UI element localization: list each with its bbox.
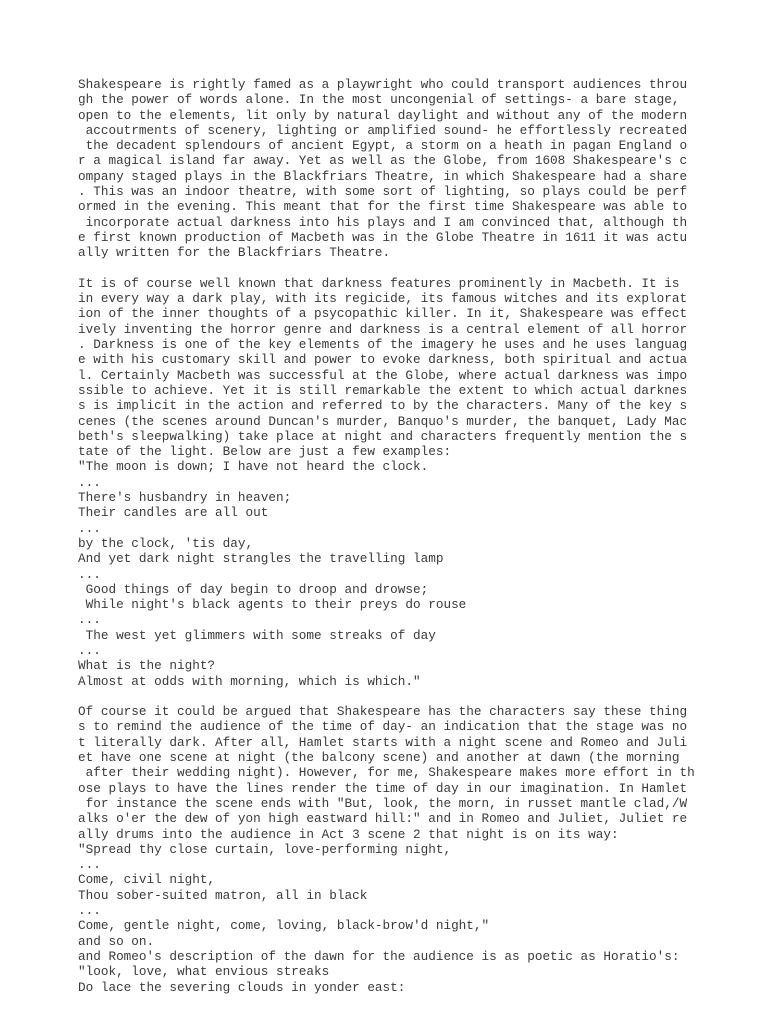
text-line: While night's black agents to their preys do rouse	[78, 597, 467, 613]
text-line: "Spread thy close curtain, love-performing night,	[78, 841, 452, 857]
text-line: ...	[78, 642, 101, 658]
text-line: ion of the inner thoughts of a psycopathic killer. In it, Shakespeare was effect	[78, 306, 688, 322]
text-line: and so on.	[78, 933, 155, 949]
text-line: t literally dark. After all, Hamlet starts with a night scene and Romeo and Juli	[78, 734, 688, 750]
text-line: cenes (the scenes around Duncan's murder, Banquo's murder, the banquet, Lady Mac	[78, 413, 688, 429]
text-line: ...	[78, 857, 101, 873]
text-line: in every way a dark play, with its regicide, its famous witches and its explorat	[78, 291, 688, 307]
text-line: What is the night?	[78, 658, 216, 674]
paragraph	[78, 704, 758, 995]
text-line: et have one scene at night (the balcony scene) and another at dawn (the morning	[78, 750, 680, 766]
paragraph-gap	[78, 689, 758, 704]
text-line: ...	[78, 612, 101, 628]
text-line: l. Certainly Macbeth was successful at the Globe, where actual darkness was impo	[78, 367, 688, 383]
text-line: "look, love, what envious streaks	[78, 964, 330, 980]
text-line: ally drums into the audience in Act 3 scene 2 that night is on its way:	[78, 826, 619, 842]
text-line: r a magical island far away. Yet as well as the Globe, from 1608 Shakespeare's c	[78, 153, 688, 169]
text-line: ...	[78, 566, 101, 582]
text-line: It is of course well known that darkness features prominently in Macbeth. It is	[78, 275, 680, 291]
text-line: beth's sleepwalking) take place at night and characters frequently mention the s	[78, 428, 688, 444]
text-line: e first known production of Macbeth was in the Globe Theatre in 1611 it was actu	[78, 229, 688, 245]
text-line: by the clock, 'tis day,	[78, 535, 254, 551]
text-line: And yet dark night strangles the travelling lamp	[78, 551, 444, 567]
text-line: ompany staged plays in the Blackfriars Theatre, in which Shakespeare had a share	[78, 168, 688, 184]
text-line: s to remind the audience of the time of day- an indication that the stage was no	[78, 719, 688, 735]
text-line: Come, gentle night, come, loving, black-brow'd night,"	[78, 918, 490, 934]
paragraph-gap	[78, 261, 758, 276]
text-line: There's husbandry in heaven;	[78, 490, 292, 506]
text-line: tate of the light. Below are just a few examples:	[78, 444, 452, 460]
text-line: after their wedding night). However, for me, Shakespeare makes more effort in th	[78, 765, 695, 781]
text-line: e with his customary skill and power to evoke darkness, both spiritual and actua	[78, 352, 688, 368]
text-line: ...	[78, 474, 101, 490]
text-line: Thou sober-suited matron, all in black	[78, 887, 368, 903]
text-line: Of course it could be argued that Shakespeare has the characters say these thing	[78, 704, 688, 720]
text-line: the decadent splendours of ancient Egypt, a storm on a heath in pagan England o	[78, 138, 688, 154]
text-line: Do lace the severing clouds in yonder east:	[78, 979, 406, 995]
text-line: gh the power of words alone. In the most uncongenial of settings- a bare stage,	[78, 92, 680, 108]
text-line: s is implicit in the action and referred to by the characters. Many of the key s	[78, 398, 688, 414]
text-line: Almost at odds with morning, which is which."	[78, 673, 421, 689]
text-line: ively inventing the horror genre and darkness is a central element of all horror	[78, 321, 688, 337]
text-line: ...	[78, 520, 101, 536]
text-line: Shakespeare is rightly famed as a playwright who could transport audiences throu	[78, 77, 688, 92]
text-line: "The moon is down; I have not heard the clock.	[78, 459, 429, 475]
text-line: and Romeo's description of the dawn for the audience is as poetic as Horatio's:	[78, 948, 680, 964]
paragraph	[78, 276, 758, 689]
text-line: ssible to achieve. Yet it is still remarkable the extent to which actual darknes	[78, 382, 688, 398]
text-line: ose plays to have the lines render the time of day in our imagination. In Hamlet	[78, 780, 688, 796]
text-line: for instance the scene ends with "But, look, the morn, in russet mantle clad,/W	[78, 795, 688, 811]
paragraph	[78, 77, 758, 261]
text-line: accoutrments of scenery, lighting or amplified sound- he effortlessly recreated	[78, 122, 688, 138]
document-body	[78, 77, 758, 995]
text-line: . This was an indoor theatre, with some sort of lighting, so plays could be perf	[78, 184, 688, 200]
text-line: Good things of day begin to droop and drowse;	[78, 581, 429, 597]
text-line: The west yet glimmers with some streaks of day	[78, 627, 436, 643]
text-line: ormed in the evening. This meant that for the first time Shakespeare was able to	[78, 199, 688, 215]
text-line: Their candles are all out	[78, 505, 269, 521]
text-line: Come, civil night,	[78, 872, 216, 888]
text-line: incorporate actual darkness into his plays and I am convinced that, although th	[78, 214, 688, 230]
text-line: alks o'er the dew of yon high eastward hill:" and in Romeo and Juliet, Juliet re	[78, 811, 688, 827]
text-line: ...	[78, 903, 101, 919]
text-line: open to the elements, lit only by natural daylight and without any of the modern	[78, 107, 688, 123]
text-line: . Darkness is one of the key elements of the imagery he uses and he uses languag	[78, 337, 688, 353]
text-line: ally written for the Blackfriars Theatre.	[78, 245, 391, 261]
